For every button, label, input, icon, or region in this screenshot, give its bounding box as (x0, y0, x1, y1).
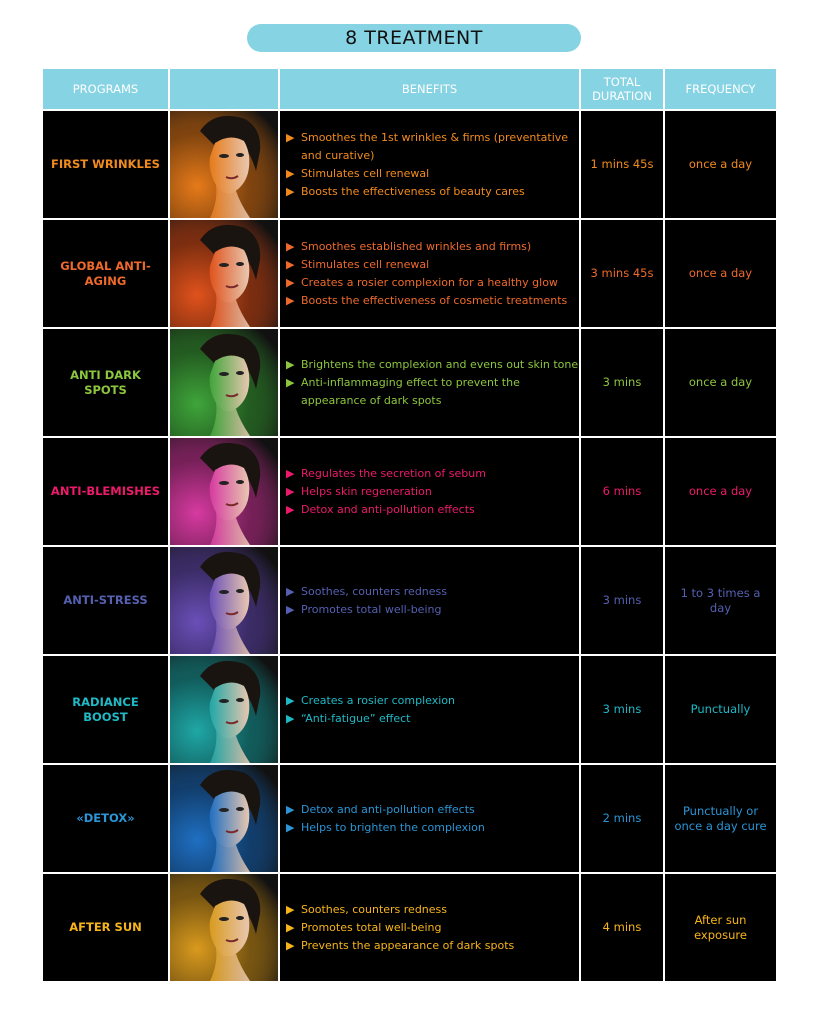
frequency-value: After sun exposure (664, 873, 777, 982)
duration-value: 4 mins (580, 873, 664, 982)
table-row (42, 873, 777, 982)
table-row (42, 437, 777, 546)
triangle-bullet-icon: ▶ (286, 466, 295, 480)
face-photo (169, 655, 279, 764)
program-name: «DETOX» (42, 764, 169, 873)
benefit-text: Anti-inflammaging effect to prevent the appearance of dark spots (301, 375, 520, 407)
list-item (286, 801, 579, 819)
duration-value: 3 mins 45s (580, 219, 664, 328)
list-item (286, 238, 579, 256)
duration-value: 3 mins (580, 328, 664, 437)
triangle-bullet-icon: ▶ (286, 920, 295, 934)
program-name: GLOBAL ANTI-AGING (42, 219, 169, 328)
benefits-list (286, 465, 579, 519)
list-item (286, 937, 579, 955)
header-benefits: BENEFITS (279, 68, 580, 110)
benefits-list (286, 238, 579, 310)
table-row (42, 219, 777, 328)
triangle-bullet-icon: ▶ (286, 357, 295, 371)
header-image (169, 68, 279, 110)
table-row (42, 328, 777, 437)
triangle-bullet-icon: ▶ (286, 502, 295, 516)
face-photo (169, 110, 279, 219)
triangle-bullet-icon: ▶ (286, 484, 295, 498)
benefits-cell (279, 219, 580, 328)
face-portrait-icon (170, 438, 278, 545)
list-item (286, 819, 579, 837)
benefits-list (286, 129, 579, 201)
list-item (286, 465, 579, 483)
benefit-text: Soothes, counters redness (301, 584, 448, 598)
table-row (42, 764, 777, 873)
list-item (286, 129, 579, 165)
face-photo (169, 328, 279, 437)
benefit-text: Smoothes the 1st wrinkles & firms (preventative and curative) (301, 130, 569, 162)
list-item (286, 483, 579, 501)
benefit-text: Creates a rosier complexion (301, 693, 455, 707)
triangle-bullet-icon: ▶ (286, 239, 295, 253)
benefit-text: Regulates the secretion of sebum (301, 466, 486, 480)
face-portrait-icon (170, 329, 278, 436)
triangle-bullet-icon: ▶ (286, 711, 295, 725)
list-item (286, 165, 579, 183)
duration-value: 1 mins 45s (580, 110, 664, 219)
list-item (286, 374, 579, 410)
face-portrait-icon (170, 656, 278, 763)
duration-value: 3 mins (580, 546, 664, 655)
benefits-list (286, 692, 579, 728)
program-name: RADIANCE BOOST (42, 655, 169, 764)
benefits-cell (279, 546, 580, 655)
list-item (286, 583, 579, 601)
benefit-text: Creates a rosier complexion for a healthy glow (301, 275, 558, 289)
benefits-cell (279, 110, 580, 219)
benefit-text: “Anti-fatigue” effect (301, 711, 411, 725)
program-name: AFTER SUN (42, 873, 169, 982)
face-portrait-icon (170, 111, 278, 218)
benefits-cell (279, 437, 580, 546)
face-portrait-icon (170, 874, 278, 981)
benefit-text: Helps skin regeneration (301, 484, 432, 498)
triangle-bullet-icon: ▶ (286, 902, 295, 916)
triangle-bullet-icon: ▶ (286, 130, 295, 144)
frequency-value: Punctually (664, 655, 777, 764)
benefit-text: Boosts the effectiveness of beauty cares (301, 184, 525, 198)
list-item (286, 356, 579, 374)
triangle-bullet-icon: ▶ (286, 938, 295, 952)
program-name: ANTI DARK SPOTS (42, 328, 169, 437)
triangle-bullet-icon: ▶ (286, 257, 295, 271)
face-portrait-icon (170, 547, 278, 654)
table-row (42, 110, 777, 219)
duration-value: 3 mins (580, 655, 664, 764)
benefit-text: Stimulates cell renewal (301, 166, 430, 180)
benefits-list (286, 583, 579, 619)
triangle-bullet-icon: ▶ (286, 184, 295, 198)
list-item (286, 292, 579, 310)
triangle-bullet-icon: ▶ (286, 584, 295, 598)
triangle-bullet-icon: ▶ (286, 375, 295, 389)
header-frequency: FREQUENCY (664, 68, 777, 110)
face-photo (169, 219, 279, 328)
face-photo (169, 546, 279, 655)
benefit-text: Prevents the appearance of dark spots (301, 938, 515, 952)
header-total-duration: TOTAL DURATION (580, 68, 664, 110)
frequency-value: Punctually or once a day cure (664, 764, 777, 873)
frequency-value: once a day (664, 110, 777, 219)
list-item (286, 710, 579, 728)
frequency-value: once a day (664, 437, 777, 546)
triangle-bullet-icon: ▶ (286, 275, 295, 289)
benefit-text: Smoothes established wrinkles and firms) (301, 239, 532, 253)
table-row (42, 655, 777, 764)
page-title: 8 TREATMENT (247, 24, 581, 52)
program-name: ANTI-STRESS (42, 546, 169, 655)
triangle-bullet-icon: ▶ (286, 820, 295, 834)
frequency-value: once a day (664, 328, 777, 437)
triangle-bullet-icon: ▶ (286, 166, 295, 180)
benefits-cell (279, 764, 580, 873)
benefit-text: Boosts the effectiveness of cosmetic treatments (301, 293, 568, 307)
face-photo (169, 437, 279, 546)
list-item (286, 501, 579, 519)
list-item (286, 901, 579, 919)
face-photo (169, 764, 279, 873)
treatment-table (41, 67, 778, 983)
frequency-value: 1 to 3 times a day (664, 546, 777, 655)
benefits-cell (279, 655, 580, 764)
face-photo (169, 873, 279, 982)
benefit-text: Detox and anti-pollution effects (301, 802, 475, 816)
list-item (286, 274, 579, 292)
benefit-text: Helps to brighten the complexion (301, 820, 485, 834)
frequency-value: once a day (664, 219, 777, 328)
benefits-list (286, 901, 579, 955)
table-row (42, 546, 777, 655)
benefit-text: Detox and anti-pollution effects (301, 502, 475, 516)
list-item (286, 256, 579, 274)
program-name: FIRST WRINKLES (42, 110, 169, 219)
duration-value: 2 mins (580, 764, 664, 873)
benefits-cell (279, 328, 580, 437)
table-header-row (42, 68, 777, 110)
benefits-list (286, 356, 579, 410)
triangle-bullet-icon: ▶ (286, 802, 295, 816)
program-name: ANTI-BLEMISHES (42, 437, 169, 546)
benefit-text: Soothes, counters redness (301, 902, 448, 916)
list-item (286, 692, 579, 710)
benefit-text: Stimulates cell renewal (301, 257, 430, 271)
benefit-text: Brightens the complexion and evens out skin tone (301, 357, 579, 371)
header-programs: PROGRAMS (42, 68, 169, 110)
triangle-bullet-icon: ▶ (286, 602, 295, 616)
benefit-text: Promotes total well-being (301, 920, 442, 934)
list-item (286, 919, 579, 937)
benefits-cell (279, 873, 580, 982)
benefits-list (286, 801, 579, 837)
list-item (286, 183, 579, 201)
list-item (286, 601, 579, 619)
face-portrait-icon (170, 220, 278, 327)
face-portrait-icon (170, 765, 278, 872)
duration-value: 6 mins (580, 437, 664, 546)
benefit-text: Promotes total well-being (301, 602, 442, 616)
triangle-bullet-icon: ▶ (286, 293, 295, 307)
triangle-bullet-icon: ▶ (286, 693, 295, 707)
